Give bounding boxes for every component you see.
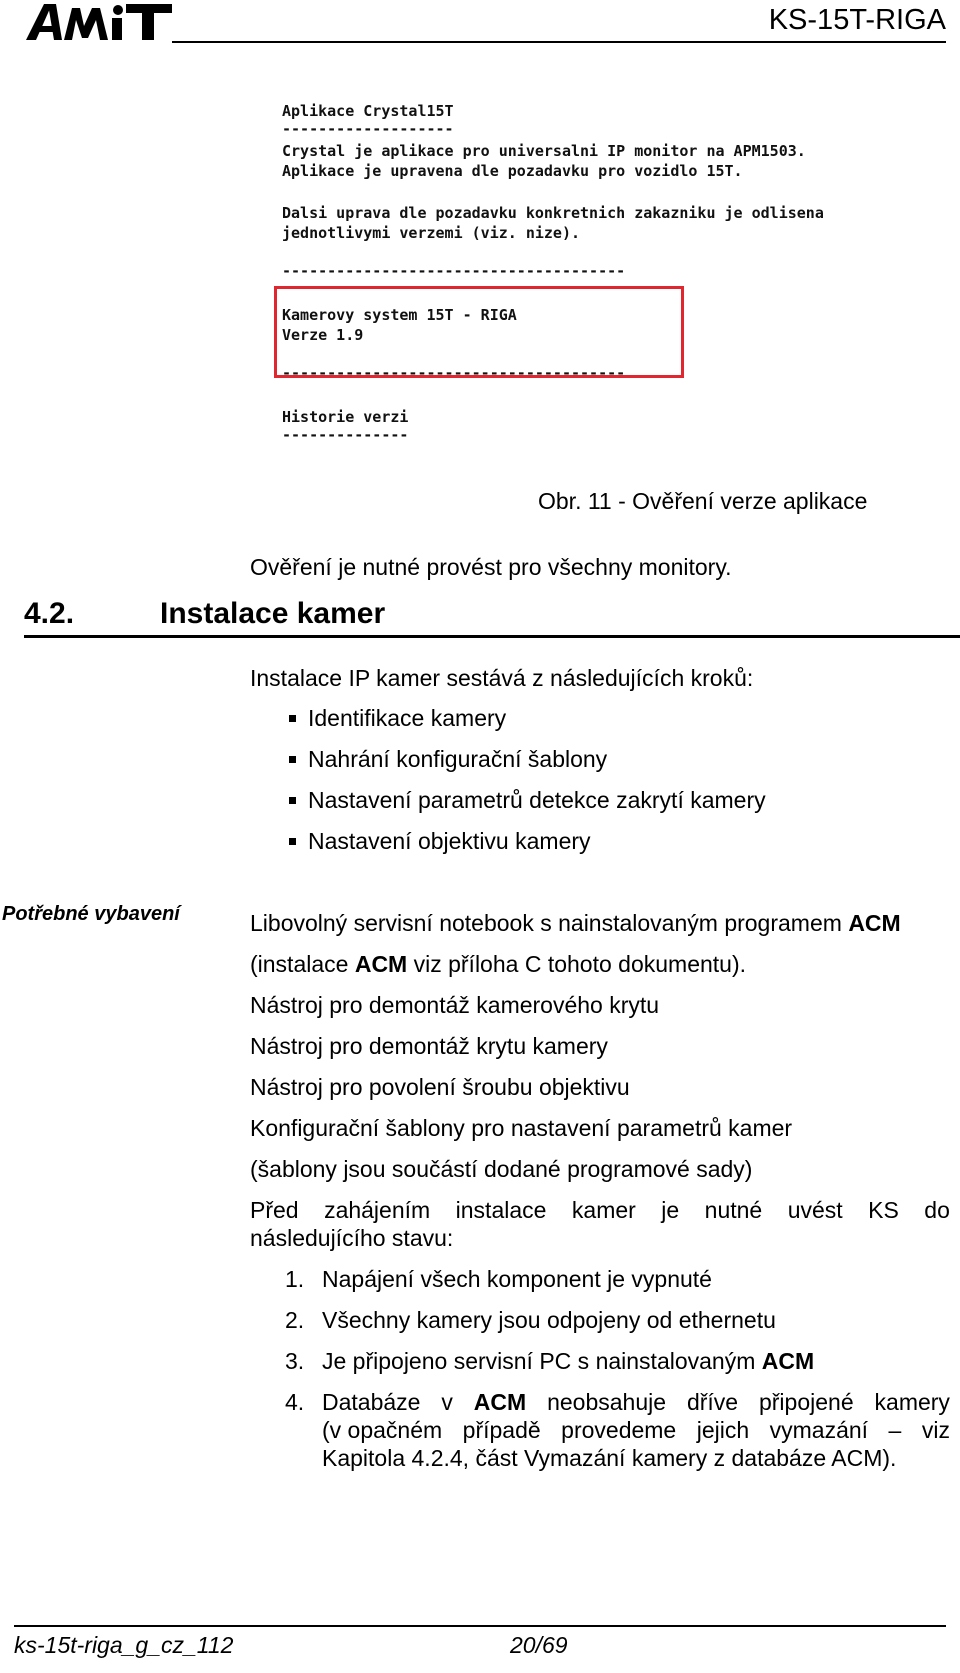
header-divider xyxy=(172,41,946,43)
screenshot-line: -------------- xyxy=(282,426,409,444)
section-number: 4.2. xyxy=(24,597,75,630)
screenshot-line: Kamerovy system 15T - RIGA xyxy=(282,306,517,324)
screenshot-line: -------------------------------------- xyxy=(282,364,626,382)
screenshot-line: Crystal je aplikace pro universalni IP monitor na APM1503. xyxy=(282,142,806,160)
word: (v opačném xyxy=(322,1417,443,1443)
bullet-icon xyxy=(289,756,296,763)
word: v xyxy=(441,1389,453,1415)
numbered-item-4-line2 xyxy=(322,1417,950,1444)
word: dříve xyxy=(686,1389,739,1415)
word: Před xyxy=(250,1197,299,1223)
screenshot-line: jednotlivymi verzemi (viz. nize). xyxy=(282,224,581,242)
screenshot-line: Dalsi uprava dle pozadavku konkretnich zakazniku je odlisena xyxy=(282,204,824,222)
equipment-item: (šablony jsou součástí dodané programové sady) xyxy=(250,1156,753,1182)
section-divider xyxy=(24,635,960,638)
amit-logo xyxy=(26,2,176,42)
version-highlight-box xyxy=(274,286,684,378)
version-screenshot xyxy=(270,100,950,460)
section-title: Instalace kamer xyxy=(160,597,386,630)
acm-term: ACM xyxy=(473,1389,527,1415)
list-item: Nastavení parametrů detekce zakrytí kamery xyxy=(308,787,766,813)
word: Databáze xyxy=(322,1389,421,1415)
list-number: 4. xyxy=(285,1389,305,1415)
equipment-item: Konfigurační šablony pro nastavení parametrů kamer xyxy=(250,1115,793,1141)
before-line-2: následujícího stavu: xyxy=(250,1225,454,1251)
bullet-icon xyxy=(289,838,296,845)
numbered-item: Napájení všech komponent je vypnuté xyxy=(322,1266,712,1292)
word: provedeme xyxy=(561,1417,677,1443)
screenshot-line: Aplikace je upravena dle pozadavku pro vozidlo 15T. xyxy=(282,162,743,180)
word: neobsahuje xyxy=(547,1389,667,1415)
equipment-item: Nástroj pro povolení šroubu objektivu xyxy=(250,1074,630,1100)
word: zahájením xyxy=(324,1197,431,1223)
word: nutné xyxy=(704,1197,763,1223)
word: instalace xyxy=(455,1197,547,1223)
acm-term: ACM xyxy=(848,910,901,936)
word: je xyxy=(661,1197,680,1223)
numbered-item xyxy=(322,1348,814,1375)
equipment-text: viz příloha C tohoto dokumentu). xyxy=(407,951,747,977)
bullet-icon xyxy=(289,715,296,722)
word: připojené xyxy=(758,1389,854,1415)
footer-page-number: 20/69 xyxy=(510,1632,568,1658)
word: – xyxy=(888,1417,902,1443)
footer-divider xyxy=(14,1625,946,1627)
equipment-text: (instalace xyxy=(250,951,355,977)
word: KS xyxy=(868,1197,899,1223)
list-number: 1. xyxy=(285,1266,305,1292)
word: případě xyxy=(462,1417,541,1443)
list-item: Identifikace kamery xyxy=(308,705,507,731)
list-number: 3. xyxy=(285,1348,305,1374)
list-number: 2. xyxy=(285,1307,305,1333)
equipment-line xyxy=(250,951,746,978)
word: uvést xyxy=(787,1197,843,1223)
numbered-text: Je připojeno servisní PC s nainstalovaným xyxy=(322,1348,762,1374)
screenshot-line: Aplikace Crystal15T xyxy=(282,102,454,120)
intro-text: Instalace IP kamer sestává z následujících kroků: xyxy=(250,665,754,691)
screenshot-line: -------------------------------------- xyxy=(282,262,626,280)
before-line xyxy=(250,1197,950,1224)
word: jejich xyxy=(696,1417,750,1443)
word: vymazání xyxy=(769,1417,869,1443)
list-item: Nahrání konfigurační šablony xyxy=(308,746,608,772)
equipment-item: Nástroj pro demontáž krytu kamery xyxy=(250,1033,608,1059)
acm-term: ACM xyxy=(761,1348,815,1374)
numbered-item-4-line3: Kapitola 4.2.4, část Vymazání kamery z databáze ACM). xyxy=(322,1445,897,1471)
verify-note: Ověření je nutné provést pro všechny monitory. xyxy=(250,554,732,580)
footer-doc-id: ks-15t-riga_g_cz_112 xyxy=(14,1632,234,1658)
equipment-item: Nástroj pro demontáž kamerového krytu xyxy=(250,992,660,1018)
word: kamery xyxy=(874,1389,950,1415)
equipment-label: Potřebné vybavení xyxy=(2,903,180,925)
figure-caption: Obr. 11 - Ověření verze aplikace xyxy=(538,488,868,514)
word: do xyxy=(924,1197,950,1223)
numbered-item-4-line1 xyxy=(322,1389,950,1416)
word: viz xyxy=(921,1417,950,1443)
screenshot-line: Verze 1.9 xyxy=(282,326,364,344)
bullet-icon xyxy=(289,797,296,804)
word: kamer xyxy=(571,1197,636,1223)
screenshot-line: Historie verzi xyxy=(282,408,409,426)
equipment-line xyxy=(250,910,901,937)
numbered-item: Všechny kamery jsou odpojeny od ethernetu xyxy=(322,1307,776,1333)
list-item: Nastavení objektivu kamery xyxy=(308,828,591,854)
screenshot-line: ------------------- xyxy=(282,120,454,138)
document-title: KS-15T-RIGA xyxy=(768,4,946,36)
acm-term: ACM xyxy=(354,951,408,977)
equipment-text: Libovolný servisní notebook s nainstalovaným programem xyxy=(250,910,849,936)
